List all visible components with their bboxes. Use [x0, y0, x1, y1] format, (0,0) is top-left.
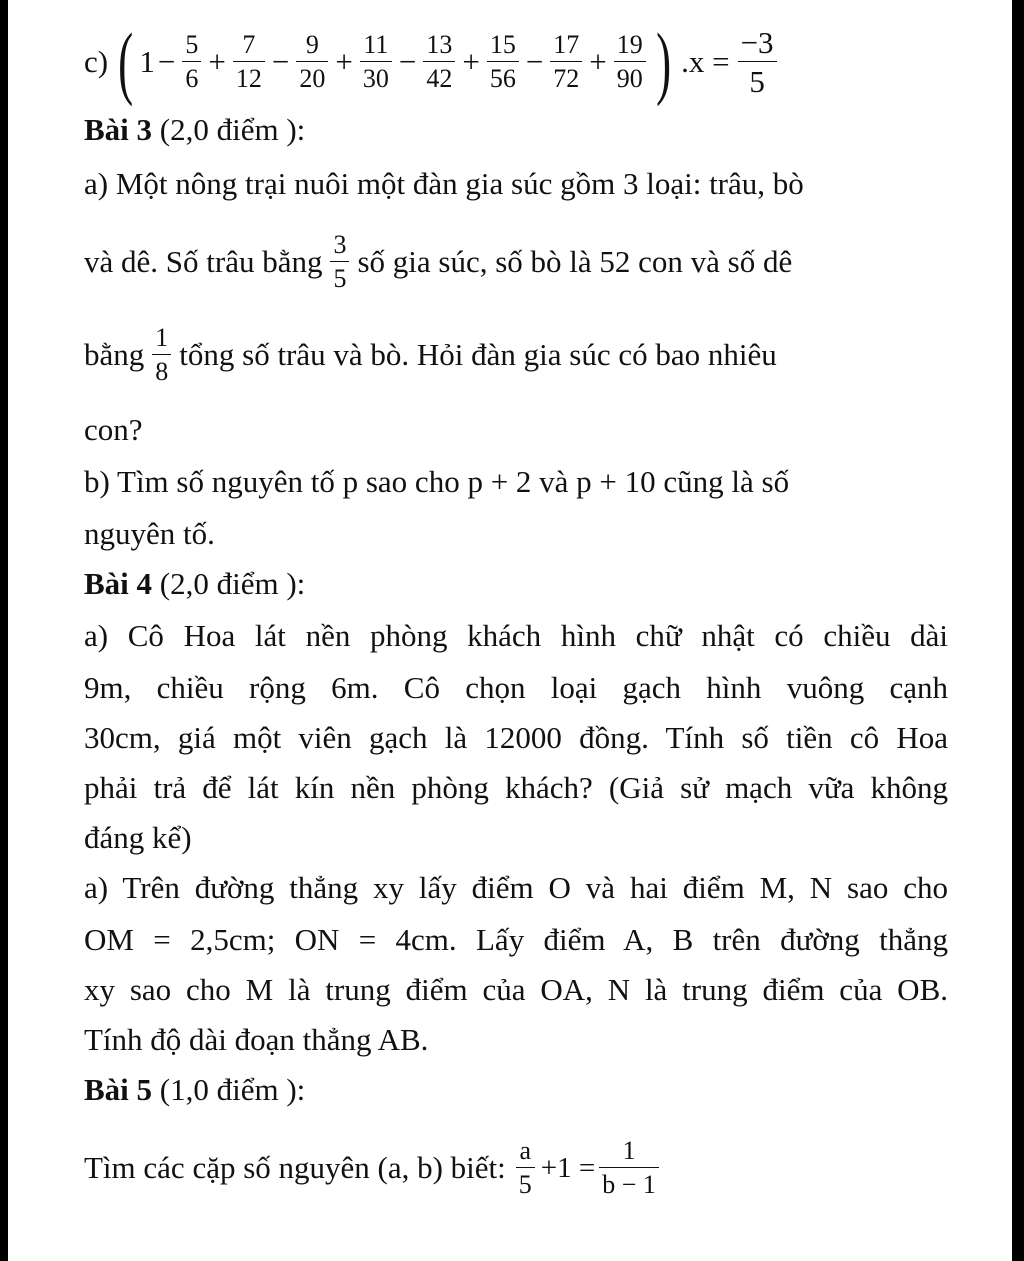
fraction-1-b-minus-1 [599, 1138, 659, 1198]
numerator: 13 [423, 32, 455, 62]
text: số gia súc, số bò là 52 con và số dê [357, 244, 793, 279]
first-term: 1 [139, 44, 155, 79]
bai3-points: (2,0 điểm ): [152, 112, 306, 147]
denominator: 6 [185, 64, 199, 93]
bai4-b-line: OM = 2,5cm; ON = 4cm. Lấy điểm A, B trên đường thẳng [84, 922, 948, 957]
numerator: 5 [182, 32, 201, 62]
denominator: 5 [518, 1170, 532, 1199]
denominator: 90 [616, 64, 643, 93]
denominator: 5 [333, 264, 347, 293]
bai3-a-line4: con? [84, 412, 143, 447]
bai5-points: (1,0 điểm ): [152, 1072, 306, 1107]
numerator: 1 [599, 1138, 659, 1168]
fraction-1-8 [152, 325, 171, 385]
plus-one-equals: +1 = [540, 1152, 596, 1184]
bai3-title: Bài 3 [84, 112, 153, 147]
bai3-a-line3 [84, 315, 777, 395]
denominator: 56 [489, 64, 516, 93]
denominator: b − 1 [602, 1170, 656, 1199]
denominator: 20 [299, 64, 326, 93]
bai3-b-line2: nguyên tố. [84, 516, 215, 551]
open-paren: ( [118, 16, 134, 107]
operator-sign: − [271, 44, 290, 79]
rhs-fraction [738, 27, 777, 97]
bai4-a-line: 9m, chiều rộng 6m. Cô chọn loại gạch hình vuông cạnh [84, 670, 948, 705]
close-paren: ) [655, 16, 671, 107]
fraction-3-5 [330, 232, 349, 292]
text: bằng [84, 337, 145, 372]
fraction-term [550, 32, 582, 92]
bai4-a-line: 30cm, giá một viên gạch là 12000 đồng. Tính số tiền cô Hoa [84, 720, 948, 755]
denominator: 72 [553, 64, 580, 93]
denominator: 12 [235, 64, 262, 93]
text: tổng số trâu và bò. Hỏi đàn gia súc có bao nhiêu [179, 337, 777, 372]
fraction-term [233, 32, 265, 92]
numerator: 11 [360, 32, 392, 62]
numerator: 3 [330, 232, 349, 262]
bai3-a-line1: a) Một nông trại nuôi một đàn gia súc gồm 3 loại: trâu, bò [84, 166, 804, 201]
bai3-heading [84, 112, 305, 148]
bai5-title: Bài 5 [84, 1072, 153, 1107]
bai5-equation [84, 1126, 663, 1210]
bai3-a-line2 [84, 222, 792, 302]
fraction-term [487, 32, 519, 92]
bai4-a-line: phải trả để lát kín nền phòng khách? (Giả sử mạch vữa không [84, 770, 948, 805]
bai4-b-line: xy sao cho M là trung điểm của OA, N là trung điểm của OB. [84, 972, 948, 1007]
fraction-terms [155, 32, 650, 92]
rhs-denominator: 5 [749, 64, 765, 99]
numerator: 7 [233, 32, 265, 62]
numerator: 9 [296, 32, 328, 62]
bai4-heading [84, 566, 305, 602]
operator-sign: − [525, 44, 544, 79]
numerator: 1 [152, 325, 171, 355]
bai5-heading [84, 1072, 305, 1108]
operator-sign: + [208, 44, 226, 79]
operator-sign: − [157, 44, 176, 79]
problem-c-label: c) [84, 44, 109, 79]
fraction-a-5 [516, 1138, 535, 1198]
numerator: 15 [487, 32, 519, 62]
rhs-numerator: −3 [738, 27, 777, 62]
fraction-term [182, 32, 201, 92]
bai4-title: Bài 4 [84, 566, 153, 601]
bai3-b-line1: b) Tìm số nguyên tố p sao cho p + 2 và p + 10 cũng là số [84, 464, 790, 499]
bai4-b-line: Tính độ dài đoạn thẳng AB. [84, 1022, 429, 1057]
numerator: 19 [614, 32, 646, 62]
bai4-a-line: đáng kể) [84, 820, 192, 855]
text: và dê. Số trâu bằng [84, 244, 323, 279]
operator-sign: + [335, 44, 353, 79]
numerator: 17 [550, 32, 582, 62]
numerator: a [516, 1138, 535, 1168]
denominator: 42 [426, 64, 453, 93]
operator-sign: + [589, 44, 607, 79]
denominator: 8 [155, 357, 169, 386]
operator-sign: − [398, 44, 417, 79]
bai4-b-line: a) Trên đường thẳng xy lấy điểm O và hai điểm M, N sao cho [84, 870, 948, 905]
problem-c-equation [84, 16, 781, 107]
fraction-term [296, 32, 328, 92]
document-page [8, 0, 1012, 1261]
operator-sign: + [462, 44, 480, 79]
bai4-a-line: a) Cô Hoa lát nền phòng khách hình chữ nhật có chiều dài [84, 618, 948, 653]
fraction-term [360, 32, 392, 92]
fraction-term [614, 32, 646, 92]
fraction-term [423, 32, 455, 92]
text: Tìm các cặp số nguyên (a, b) biết: [84, 1150, 506, 1185]
times-x: .x = [681, 44, 730, 79]
bai4-points: (2,0 điểm ): [152, 566, 306, 601]
denominator: 30 [362, 64, 389, 93]
